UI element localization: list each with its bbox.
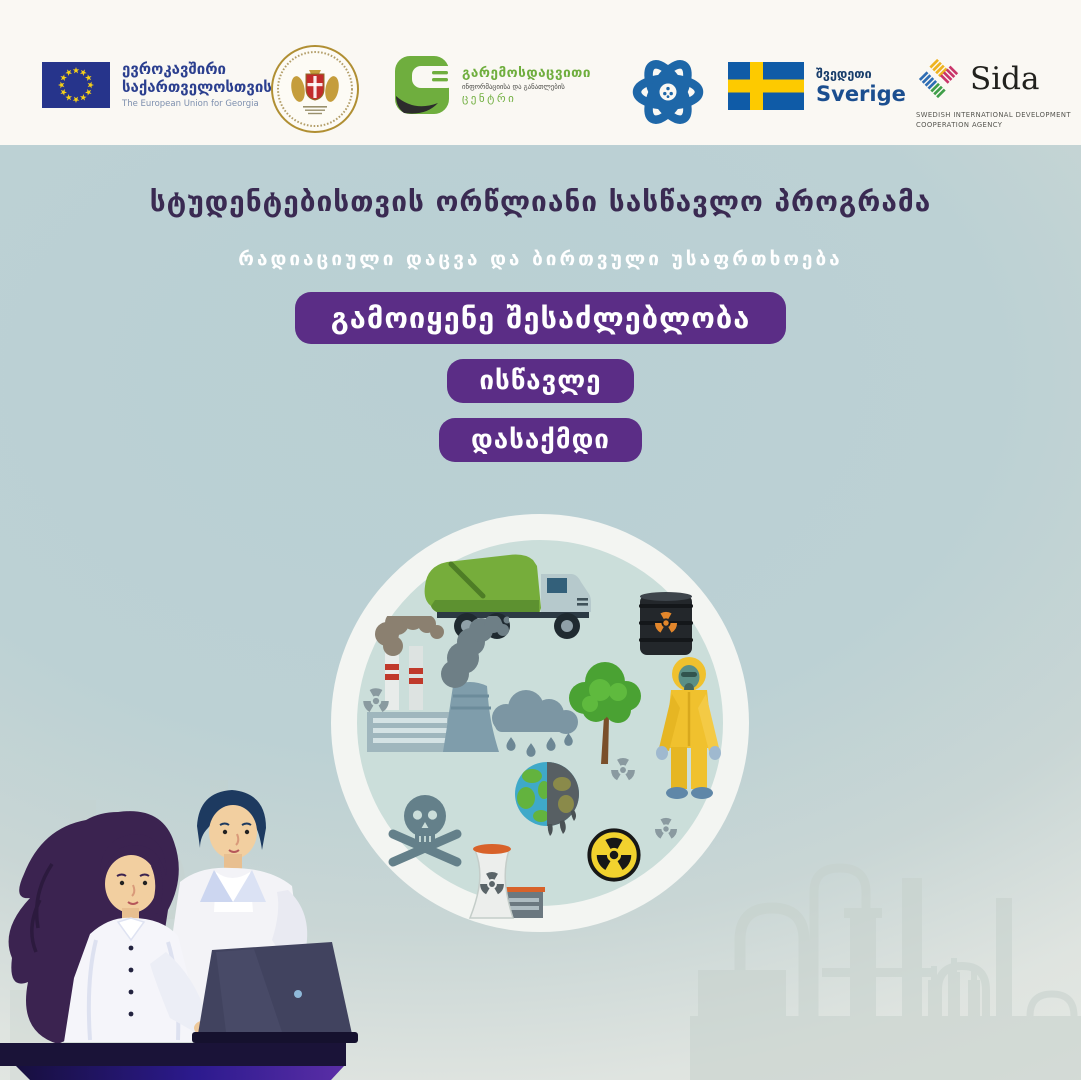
nuclear-cooling-tower-icon <box>447 838 549 928</box>
environment-icons-circle <box>331 514 749 932</box>
badge-group <box>0 292 1081 462</box>
program-subtitle: რადიაციული დაცვა და ბირთვული უსაფრთხოება <box>238 248 843 270</box>
eiec-leaf-icon <box>394 54 452 118</box>
georgia-state-seal-icon <box>270 44 360 134</box>
hazmat-person-icon <box>649 652 729 804</box>
badge-learn: ისწავლე <box>447 359 633 403</box>
badge-use-opportunity: გამოიყენე შესაძლებლობა <box>295 292 787 344</box>
program-title: სტუდენტებისთვის ორწლიანი სასწავლო პროგრამა <box>149 185 932 218</box>
eu-logo-english: The European Union for Georgia <box>122 99 259 109</box>
sida-logo <box>916 54 1071 130</box>
sweden-logo <box>728 62 906 110</box>
polluted-earth-icon <box>508 758 588 850</box>
sweden-georgian-label: შვედეთი <box>816 66 872 81</box>
radioactive-barrel-icon <box>637 590 695 660</box>
sweden-flag-icon <box>728 62 804 110</box>
industrial-silhouette-right <box>690 820 1081 1080</box>
sida-pinwheel-icon <box>916 54 962 104</box>
laptop <box>192 942 358 1043</box>
header-logo-banner <box>0 0 1081 145</box>
eu-flag-icon <box>42 62 110 108</box>
radiation-trefoil-icon <box>361 686 391 716</box>
eu-logo-georgian-line1: ევროკავშირი <box>122 60 226 78</box>
students-at-laptop-illustration <box>0 780 380 1080</box>
sida-caption-line1: SWEDISH INTERNATIONAL DEVELOPMENT <box>916 111 1071 119</box>
sida-wordmark: Sida <box>970 61 1040 97</box>
eiec-logo-line2: ინფორმაციისა და განათლების <box>462 82 565 91</box>
eiec-logo-line3: ცენტრი <box>462 92 517 106</box>
eu-logo-georgian-line2: საქართველოსთვის <box>122 78 272 96</box>
atom-icon <box>622 46 714 138</box>
eiec-logo-line1: გარემოსდაცვითი <box>462 65 591 82</box>
desk <box>0 1043 346 1080</box>
eu-logo <box>42 60 272 109</box>
sweden-latin-label: Sverige <box>816 82 906 106</box>
radiation-trefoil-icon <box>653 816 679 842</box>
radiation-warning-sign-icon <box>585 826 643 884</box>
poster-body <box>0 145 1081 1080</box>
eiec-logo <box>394 54 591 118</box>
tree-icon <box>560 658 650 768</box>
sida-caption-line2: COOPERATION AGENCY <box>916 121 1003 130</box>
badge-get-employed: დასაქმდი <box>439 418 642 462</box>
